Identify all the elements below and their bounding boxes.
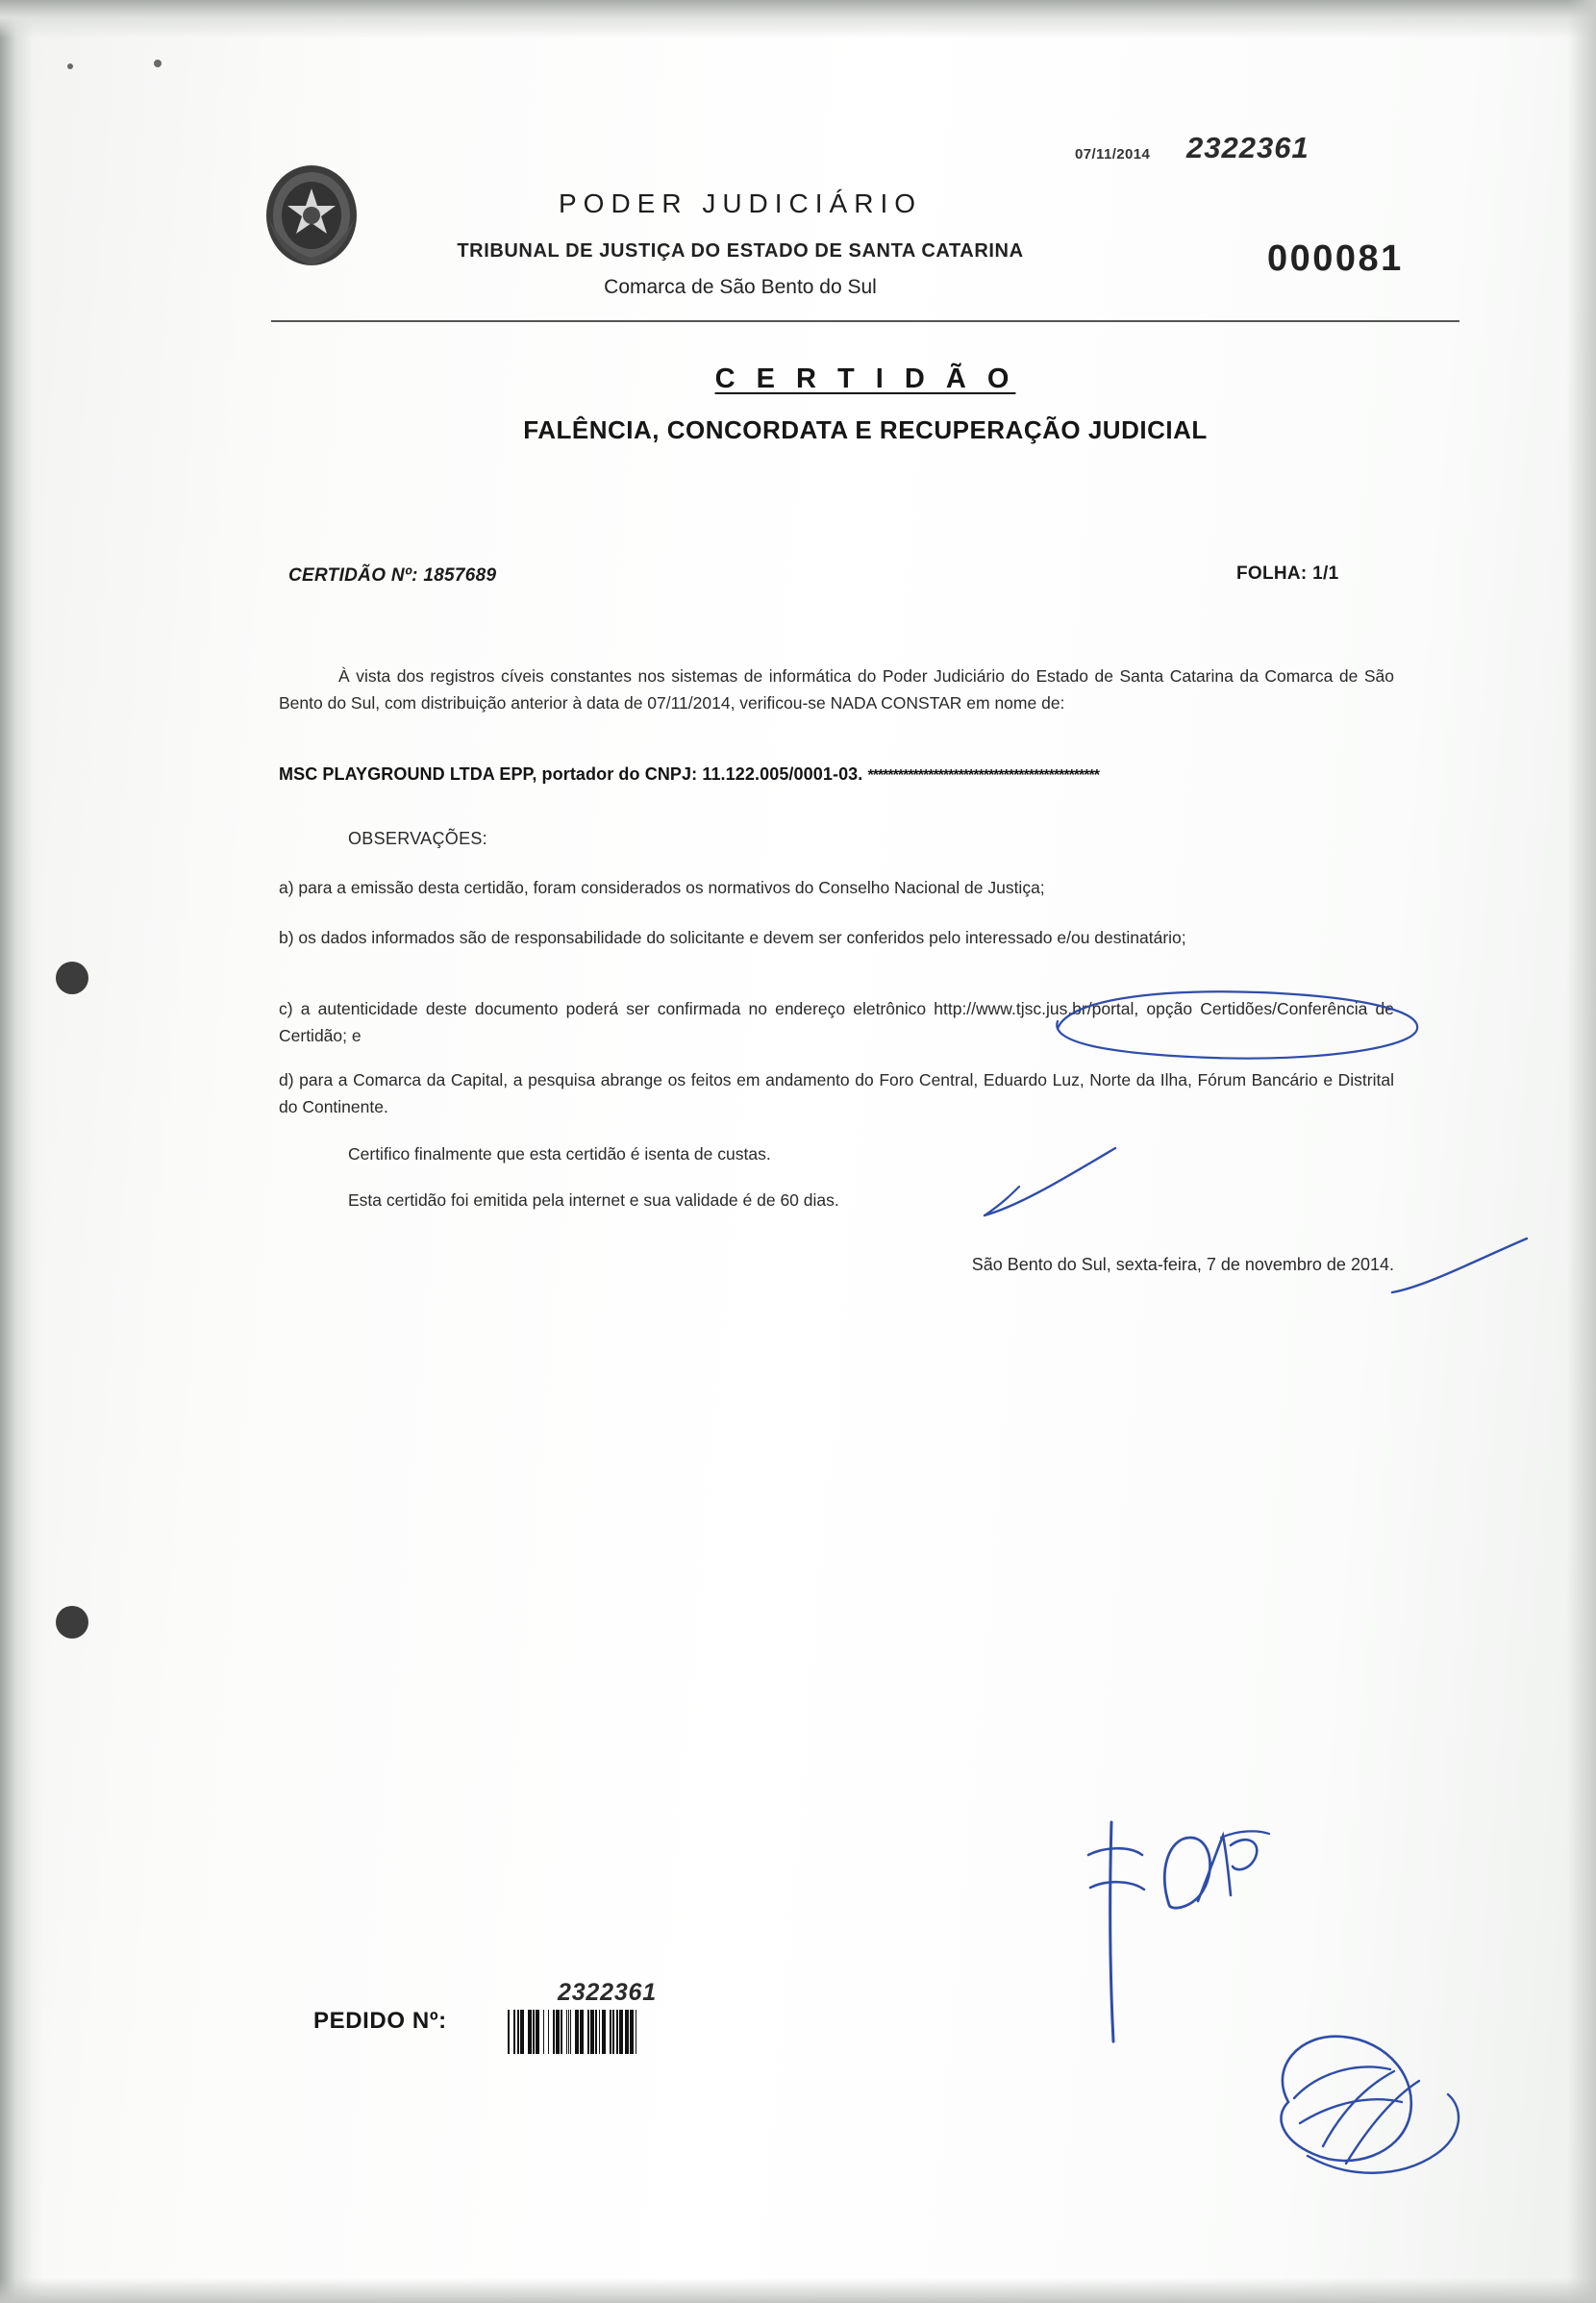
organization-subtitle: TRIBUNAL DE JUSTIÇA DO ESTADO DE SANTA CATARINA [457,240,1024,262]
observation-item-b: b) os dados informados são de responsabilidade do solicitante e devem ser conferidos pelo interessado e/ou destinatário; [279,928,1186,947]
pedido-number: 2322361 [558,1979,657,2006]
pedido-label: PEDIDO Nº: [313,2008,447,2034]
organization-title: PODER JUDICIÁRIO [558,188,923,218]
stamp-date: 07/11/2014 [1075,146,1151,163]
certificate-subtitle: FALÊNCIA, CONCORDATA E RECUPERAÇÃO JUDICIAL [523,415,1208,444]
page-indicator: FOLHA: 1/1 [1236,563,1339,584]
handwritten-rubric [1231,2010,1500,2231]
note-custas: Certifico finalmente que esta certidão é isenta de custas. [348,1144,771,1164]
barcode-icon [508,2010,733,2054]
header-divider [271,320,1459,322]
note-validade: Esta certidão foi emitida pela internet e sua validade é de 60 dias. [348,1190,839,1210]
subject-text: MSC PLAYGROUND LTDA EPP, portador do CNPJ: 11.122.005/0001-03. [279,764,863,784]
certificate-title: C E R T I D Ã O [714,363,1016,394]
observation-item-d: d) para a Comarca da Capital, a pesquisa abrange os feitos em andamento do Foro Central, Eduardo Luz, Norte da Ilha, Fórum Bancário e Distrital do Continente. [279,1070,1394,1116]
stamp-number: 2322361 [1186,131,1309,164]
handwritten-check-mark [1386,1233,1540,1300]
observations-label: OBSERVAÇÕES: [348,829,487,848]
intro-text: À vista dos registros cíveis constantes nos sistemas de informática do Poder Judiciário do Estado de Santa Catarina da Comarca de São Bento do Sul, com distribuição anterior à data de 07/11/2014, verificou-se NADA CONSTAR em nome de: [279,666,1394,713]
observation-item-c: c) a autenticidade deste documento poderá ser confirmada no endereço eletrônico http://www.tjsc.jus.br/portal, opção Certidões/Conferência de Certidão; e [279,999,1394,1045]
place-and-date: São Bento do Sul, sexta-feira, 7 de novembro de 2014. [971,1255,1394,1274]
organization-comarca: Comarca de São Bento do Sul [604,276,877,298]
intro-paragraph [279,663,1394,716]
certificate-number: CERTIDÃO Nº: 1857689 [288,565,497,586]
handwritten-signature [1077,1813,1346,2063]
observation-item-a: a) para a emissão desta certidão, foram considerados os normativos do Conselho Nacional de Justiça; [279,878,1045,897]
subject-line [279,764,1413,785]
sequence-number: 000081 [1267,238,1404,279]
subject-filler: ********************************************** [867,767,1099,784]
